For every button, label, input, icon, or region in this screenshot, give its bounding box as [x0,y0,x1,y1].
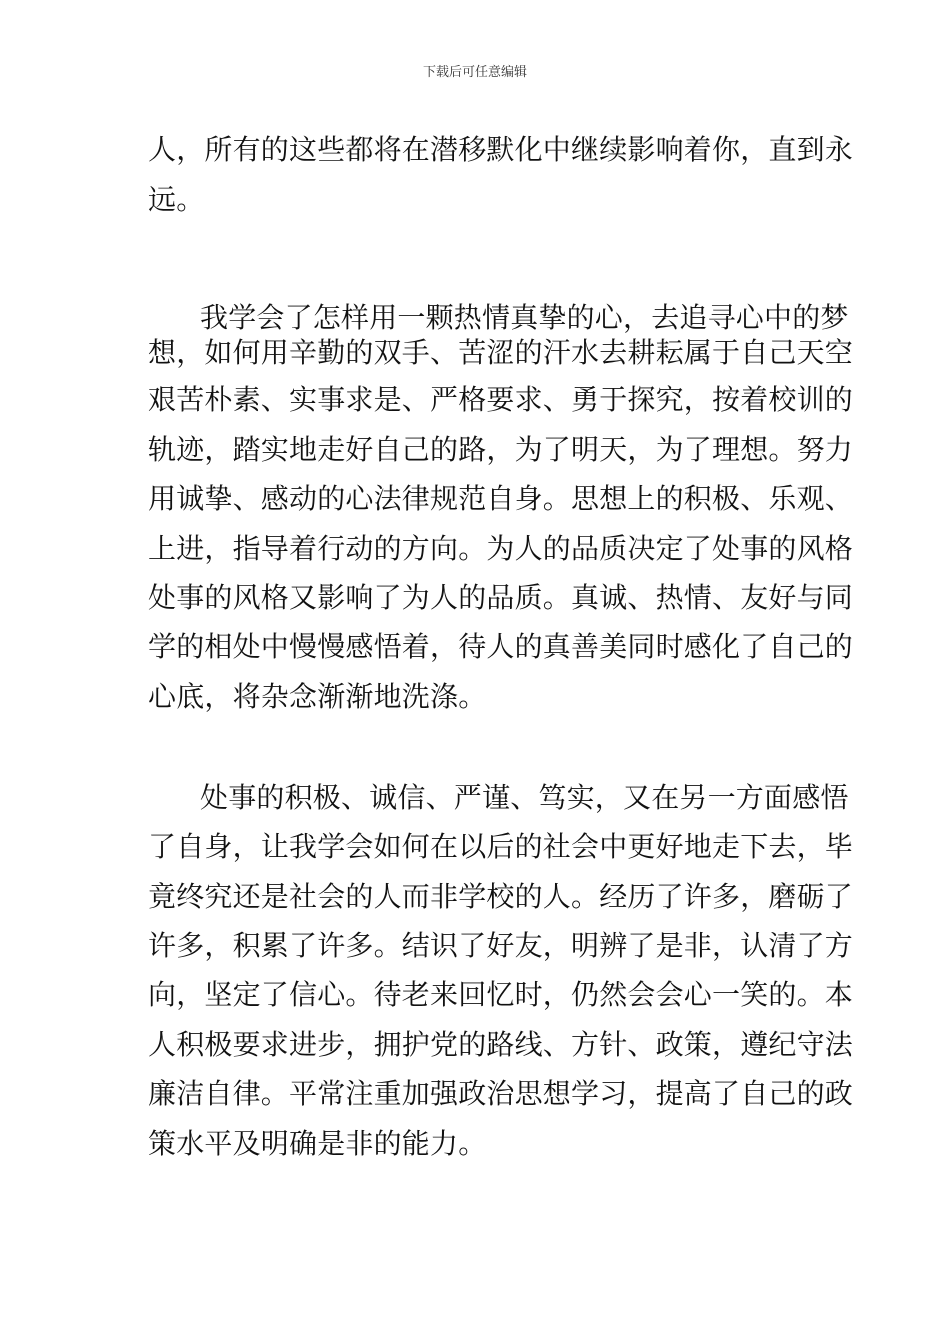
text-line: 学的相处中慢慢感悟着，待人的真善美同时感化了自己的 [148,630,854,663]
text-line: 艰苦朴素、实事求是、严格要求、勇于探究，按着校训的 [148,383,854,416]
text-line: 处事的积极、诚信、严谨、笃实，又在另一方面感悟 [200,781,849,814]
text-line: 用诚挚、感动的心法律规范自身。思想上的积极、乐观、 [148,482,854,515]
text-line: 远。 [148,183,205,216]
text-line: 上进，指导着行动的方向。为人的品质决定了处事的风格 [148,532,854,565]
text-line: 竟终究还是社会的人而非学校的人。经历了许多，磨砺了 [148,880,854,913]
text-line: 轨迹，踏实地走好自己的路，为了明天，为了理想。努力 [148,433,854,466]
text-line: 向，坚定了信心。待老来回忆时，仍然会会心一笑的。本 [148,978,854,1011]
text-line: 想，如何用辛勤的双手、苦涩的汗水去耕耘属于自己天空 [148,336,854,369]
page-header: 下载后可任意编辑 [422,65,527,80]
text-line: 心底，将杂念渐渐地洗涤。 [148,680,487,713]
text-line: 许多，积累了许多。结识了好友，明辨了是非，认清了方 [148,929,854,962]
text-line: 我学会了怎样用一颗热情真挚的心，去追寻心中的梦 [200,301,849,334]
text-line: 人积极要求进步，拥护党的路线、方针、政策，遵纪守法 [148,1028,854,1061]
text-line: 廉洁自律。平常注重加强政治思想学习，提高了自己的政 [148,1077,854,1110]
text-line: 人，所有的这些都将在潜移默化中继续影响着你，直到永 [148,133,854,166]
text-line: 了自身，让我学会如何在以后的社会中更好地走下去，毕 [148,830,854,863]
text-line: 处事的风格又影响了为人的品质。真诚、热情、友好与同 [148,581,854,614]
text-line: 策水平及明确是非的能力。 [148,1127,487,1160]
